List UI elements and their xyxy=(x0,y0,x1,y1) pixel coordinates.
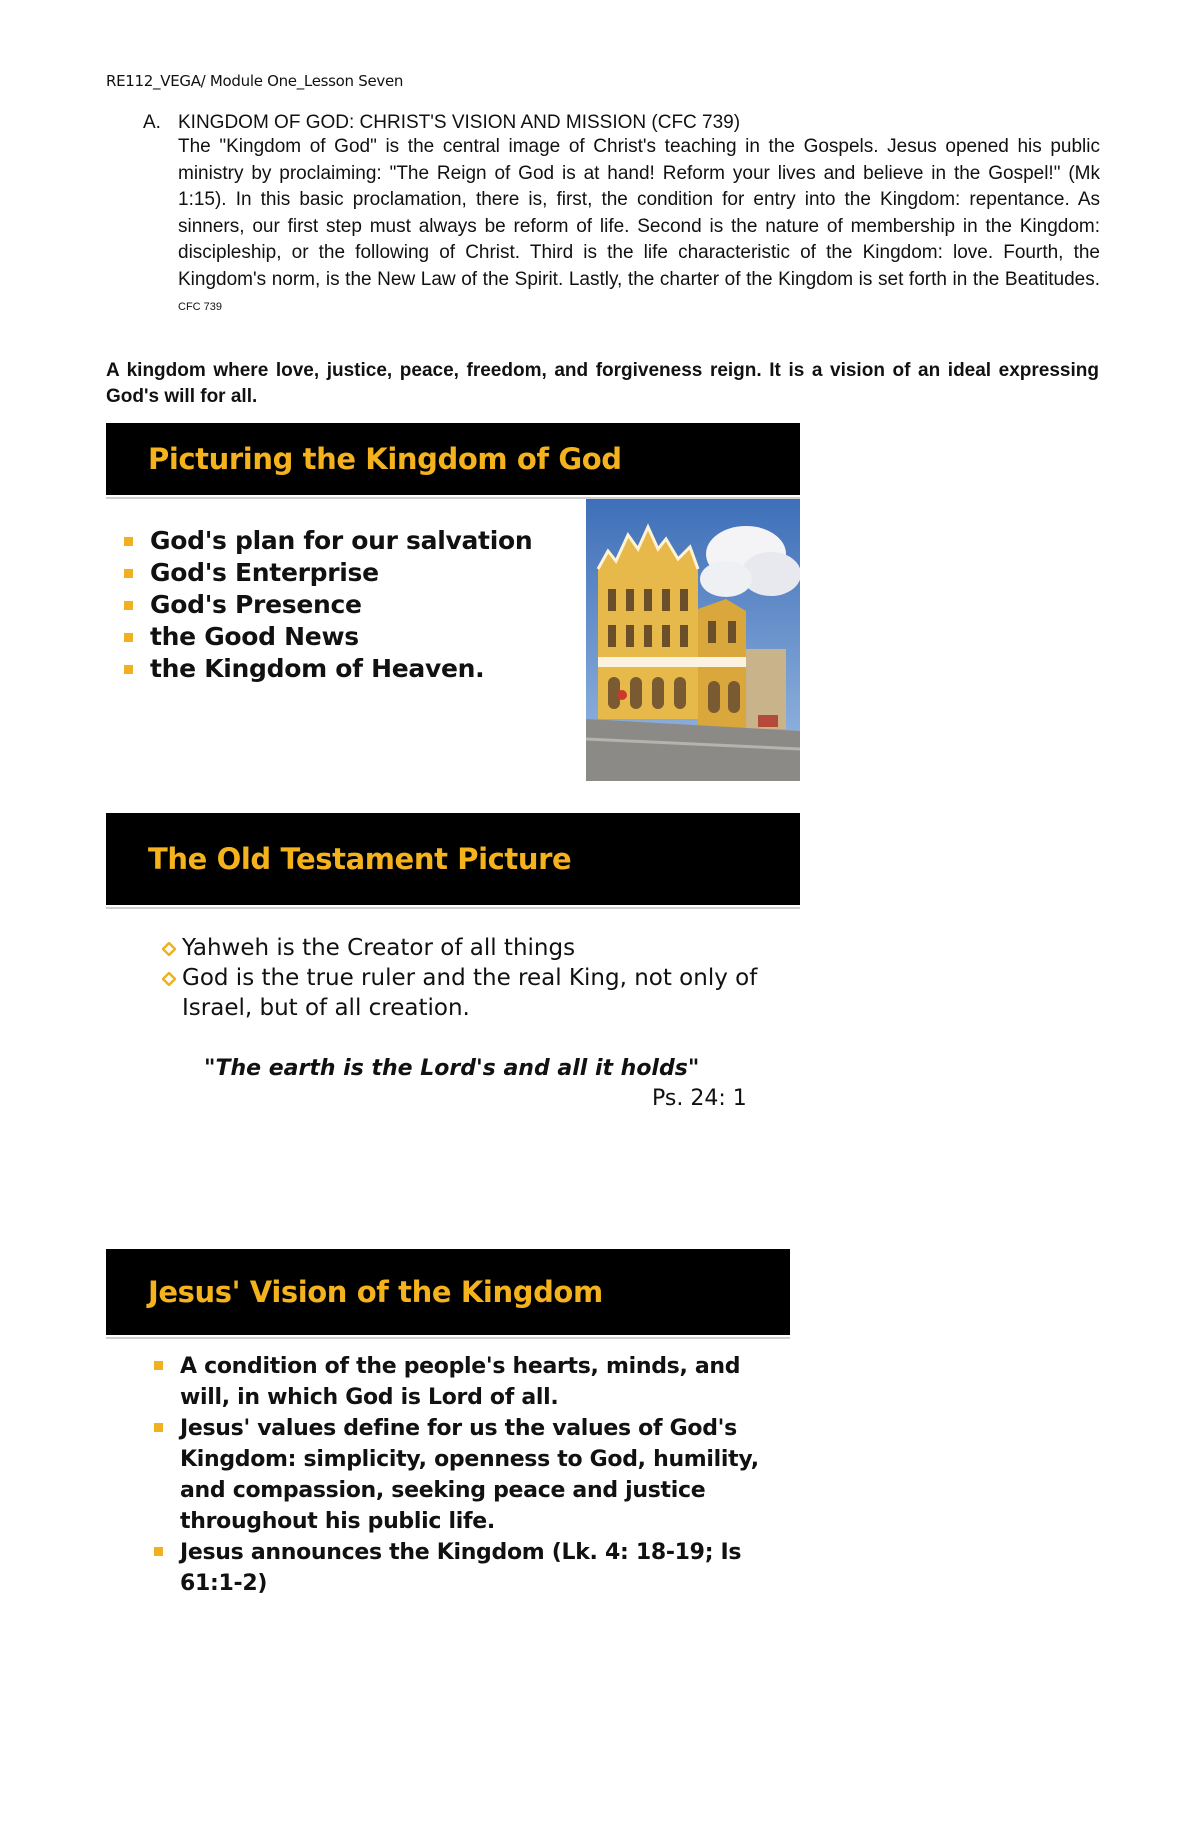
slide-title-bar xyxy=(106,1249,790,1335)
citation-superscript: CFC 739 xyxy=(178,300,223,313)
square-bullet-icon xyxy=(124,665,133,674)
bullet-list xyxy=(122,525,532,685)
bullet-text: Jesus announces the Kingdom (Lk. 4: 18-19; Is 61:1-2) xyxy=(180,1540,742,1596)
square-bullet-icon xyxy=(124,633,133,642)
list-item xyxy=(162,933,762,963)
slide-jesus-vision xyxy=(106,1249,790,1639)
list-item xyxy=(154,1351,774,1413)
summary-statement: A kingdom where love, justice, peace, freedom, and forgiveness reign. It is a vision of an ideal expressing God's will for all. xyxy=(106,360,1099,407)
list-item xyxy=(122,589,532,621)
slide-title: Picturing the Kingdom of God xyxy=(148,442,622,476)
bullet-text: the Good News xyxy=(150,622,359,651)
slide-title: Jesus' Vision of the Kingdom xyxy=(148,1275,603,1309)
paragraph-text: The "Kingdom of God" is the central image of Christ's teaching in the Gospels. Jesus opened his public ministry by proclaiming: "The Reign of God is at hand! Reform your lives and believe in the Gospel!" (Mk 1:15). In this basic proclamation, there is, first, the condition for entry into the Kingdom: repentance. As sinners, our first step must always be reform of life. Second is the nature of membership in the Kingdom: discipleship, or the following of Christ. Third is the life characteristic of the Kingdom: love. Fourth, the Kingdom's norm, is the New Law of the Spirit. Lastly, the charter of the Kingdom is set forth in the Beatitudes. xyxy=(178,136,1100,290)
square-bullet-icon xyxy=(124,569,133,578)
bullet-text: the Kingdom of Heaven. xyxy=(150,654,485,683)
section-heading xyxy=(143,112,1100,134)
diamond-bullet-icon xyxy=(162,942,176,956)
bullet-text: Jesus' values define for us the values of God's Kingdom: simplicity, openness to God, humility, and compassion, seeking peace and justice throughout his public life. xyxy=(180,1416,759,1534)
slide-title: The Old Testament Picture xyxy=(148,842,572,876)
slide-old-testament xyxy=(106,813,800,1111)
building-photo xyxy=(586,499,800,781)
section-paragraph xyxy=(178,134,1100,325)
bullet-text: God's Presence xyxy=(150,590,362,619)
square-bullet-icon xyxy=(154,1547,163,1556)
bullet-text: God is the true ruler and the real King, not only of Israel, but of all creation. xyxy=(182,965,758,1021)
list-item xyxy=(122,621,532,653)
scripture-quote: "The earth is the Lord's and all it holds" xyxy=(204,1056,700,1081)
list-item xyxy=(162,963,762,1023)
square-bullet-icon xyxy=(154,1361,163,1370)
bullet-text: Yahweh is the Creator of all things xyxy=(182,935,576,961)
scripture-reference: Ps. 24: 1 xyxy=(652,1086,747,1111)
slide-divider xyxy=(106,1337,790,1339)
slide-title-bar xyxy=(106,423,800,495)
section-a xyxy=(143,112,1100,325)
slide-picturing-kingdom xyxy=(106,423,800,781)
square-bullet-icon xyxy=(124,537,133,546)
slide-divider xyxy=(106,907,800,909)
bullet-text: A condition of the people's hearts, minds, and will, in which God is Lord of all. xyxy=(180,1354,741,1410)
bullet-list xyxy=(154,1351,774,1599)
list-item xyxy=(154,1537,774,1599)
section-letter: A. xyxy=(143,112,161,133)
list-item xyxy=(154,1413,774,1537)
bullet-text: God's plan for our salvation xyxy=(150,526,533,555)
section-title: KINGDOM OF GOD: CHRIST'S VISION AND MISSION (CFC 739) xyxy=(178,112,741,133)
list-item xyxy=(122,653,532,685)
square-bullet-icon xyxy=(154,1423,163,1432)
bullet-text: God's Enterprise xyxy=(150,558,379,587)
bullet-list xyxy=(162,933,762,1023)
square-bullet-icon xyxy=(124,601,133,610)
list-item xyxy=(122,557,532,589)
document-header: RE112_VEGA/ Module One_Lesson Seven xyxy=(106,72,404,90)
list-item xyxy=(122,525,532,557)
slide-title-bar xyxy=(106,813,800,905)
building-photo-illustration xyxy=(586,499,800,781)
diamond-bullet-icon xyxy=(162,972,176,986)
